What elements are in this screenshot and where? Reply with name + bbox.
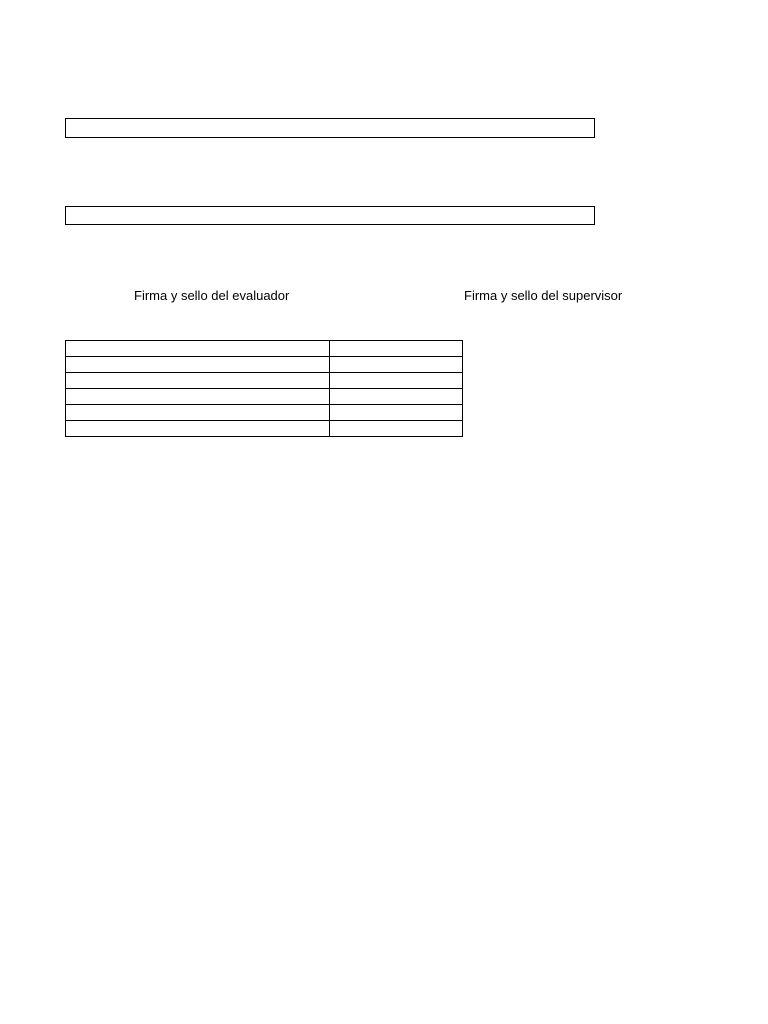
table-row	[66, 389, 463, 405]
table-cell-label[interactable]	[66, 373, 330, 389]
table-cell-label[interactable]	[66, 405, 330, 421]
summary-table	[65, 340, 463, 437]
table-cell-label[interactable]	[66, 421, 330, 437]
table-cell-value[interactable]	[330, 421, 463, 437]
signature-supervisor-field[interactable]	[65, 206, 595, 225]
table-cell-value[interactable]	[330, 357, 463, 373]
table-cell-value[interactable]	[330, 405, 463, 421]
table-row	[66, 405, 463, 421]
table-cell-value[interactable]	[330, 389, 463, 405]
signature-evaluator-field[interactable]	[65, 118, 595, 138]
table-row	[66, 421, 463, 437]
evaluator-signature-label: Firma y sello del evaluador	[134, 288, 290, 303]
table-cell-value[interactable]	[330, 373, 463, 389]
table-cell-value[interactable]	[330, 341, 463, 357]
table-row	[66, 357, 463, 373]
table-cell-label[interactable]	[66, 341, 330, 357]
supervisor-signature-label: Firma y sello del supervisor	[464, 288, 623, 303]
table-row	[66, 373, 463, 389]
table-cell-label[interactable]	[66, 357, 330, 373]
table-cell-label[interactable]	[66, 389, 330, 405]
table-row	[66, 341, 463, 357]
